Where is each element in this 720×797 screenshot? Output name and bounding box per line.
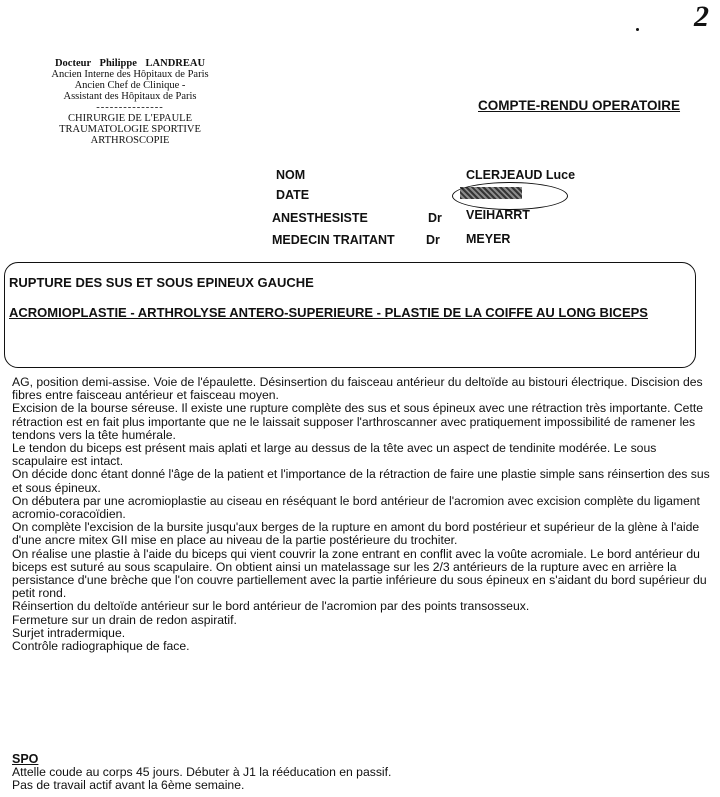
operative-report [12,375,712,654]
nom-label: NOM [276,168,306,182]
report-paragraph: Le tendon du biceps est présent mais aplati et large au dessus de la tête avec un aspect de tendinite modérée. Le sous scapulaire est intact. [12,441,657,469]
report-paragraph: AG, position demi-assise. Voie de l'épaulette. Désinsertion du faisceau antérieur du deltoïde au bistouri électrique. Discision des fibres entre faisceau antérieur et faisceau moyen. [12,375,703,403]
letterhead-line: CHIRURGIE DE L'EPAULE [67,113,192,124]
diagnosis-title: RUPTURE DES SUS ET SOUS EPINEUX GAUCHE [9,275,314,290]
report-paragraph: On complète l'excision de la bursite jusqu'aux berges de la rupture en amont du bord postérieur et supérieur de la glène à l'aide d'une ancre mitex GII mise en place au niveau de la partie postérieure du trochiter. [12,520,700,548]
doctor-name: Docteur Philippe LANDREAU [54,58,206,69]
diagnosis-box [4,262,696,368]
report-paragraph: Fermeture sur un drain de redon aspiratif. [12,612,237,627]
spo-line: Attelle coude au corps 45 jours. Débuter à J1 la rééducation en passif. [12,765,392,779]
spo-line: Pas de travail actif avant la 6ème semaine. [12,778,245,793]
spo-instructions [12,766,712,792]
letterhead [20,58,240,146]
report-paragraph: On décide donc étant donné l'âge de la patient et l'importance de la rétraction de faire une plastie simple sans réinsertion des sus et sous épineux. [12,467,710,495]
anesthesiste-value: VEIHARRT [466,208,530,222]
report-title: COMPTE-RENDU OPERATOIRE [478,98,681,113]
report-paragraph: Surjet intradermique. [12,625,126,640]
letterhead-line: Assistant des Hôpitaux de Paris [63,91,197,102]
procedure-title: ACROMIOPLASTIE - ARTHROLYSE ANTERO-SUPERIEURE - PLASTIE DE LA COIFFE AU LONG BICEPS [9,305,648,320]
letterhead-line: Ancien Interne des Hôpitaux de Paris [51,69,209,80]
scan-speck [636,28,639,31]
letterhead-line: Ancien Chef de Clinique - [74,80,186,91]
letterhead-line: TRAUMATOLOGIE SPORTIVE [59,124,201,135]
report-paragraph: Contrôle radiographique de face. [12,639,190,654]
redacted-date [460,187,522,199]
anesthesiste-dr: Dr [428,211,442,225]
medecin-value: MEYER [466,232,511,246]
report-paragraph: Excision de la bourse séreuse. Il existe une rupture complète des sus et sous épineux avec une rétraction très importante. Cette rétraction est en fait plus importante que ne le laissait supposer l'arthroscanner avec pratiquement impossibilité de ramener les tendons vers la tête humérale. [12,401,703,442]
spo-heading: SPO [12,752,39,766]
anesthesiste-label: ANESTHESISTE [272,211,368,225]
letterhead-line: ARTHROSCOPIE [90,135,170,146]
page-number: 2 [694,0,709,33]
medecin-label: MEDECIN TRAITANT [272,233,395,247]
report-paragraph: On réalise une plastie à l'aide du biceps qui vient couvrir la zone entrant en conflit avec la voûte acromiale. Le bord antérieur du biceps est suturé au sous scapulaire. On obtient ainsi un matelassage sur les 2/3 antérieurs de la rupture avec en arrière la persistance d'une brèche que l'on couvre partiellement avec la partie inférieure du sous épineux en s'aidant du bord supérieur du petit rond. [12,546,707,601]
nom-value: CLERJEAUD Luce [466,168,576,182]
letterhead-separator: --------------- [96,102,164,113]
report-paragraph: Réinsertion du deltoïde antérieur sur le bord antérieur de l'acromion par des points transosseux. [12,599,530,614]
report-paragraph: On débutera par une acromioplastie au ciseau en réséquant le bord antérieur de l'acromion avec excision complète du ligament acromio-coracoïdien. [12,493,700,522]
medecin-dr: Dr [426,233,440,247]
date-label: DATE [276,188,310,202]
